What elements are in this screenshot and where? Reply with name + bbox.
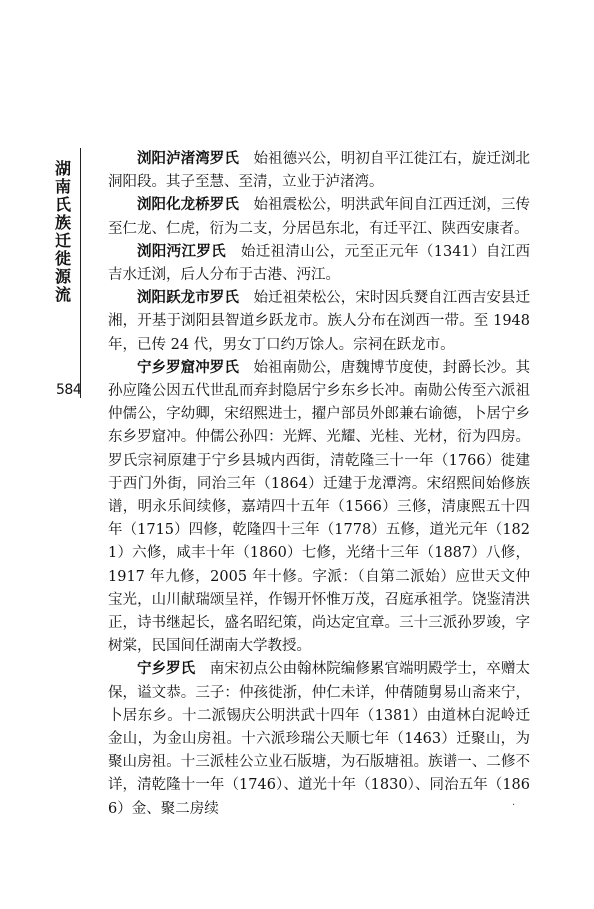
entry-text: 始祖德兴公，明初自平江徙江右，旋迁浏北洞阳段。其子至慧、至清，立业于泸渚湾。 xyxy=(108,151,531,191)
entry-heading: 宁乡罗窟冲罗氏 xyxy=(137,359,239,376)
entry-text: 始祖震松公，明洪武年间自江西迁浏，三传至仁龙、仁虎，衍为二支，分居邑东北，有迁平江、陕西安康者。 xyxy=(108,197,531,237)
entry-heading: 浏阳化龙桥罗氏 xyxy=(137,197,239,214)
entry-text: 始迁祖荣松公，宋时因兵燹自江西吉安县迁湘，开基于浏阳县智道乡跃龙市。族人分布在浏西一带。至 1948 年，已传 24 代，男女丁口约万馀人。宗祠在跃龙市。 xyxy=(108,290,531,353)
side-book-title: 湖南氏族迁徙源流 xyxy=(54,159,71,304)
entry-paragraph xyxy=(108,194,530,240)
side-divider-line xyxy=(80,148,81,398)
page-number: 584 xyxy=(56,382,82,398)
entry-text: 南宋初点公由翰林院编修累官端明殿学士，卒赠太保，谥文恭。三子：仲孩徙浙，仲仁未详，仲蒨随舅易山斋来宁，卜居东乡。十二派锡庆公明洪武十四年（1381）由道林白泥岭迁金山，为金山房祖。十六派珍瑞公天顺七年（1463）迁聚山，为聚山房祖。十三派桂公立业石版塘，为石版塘祖。族谱一、二修不详，清乾隆十一年（1746）、道光十年（1830）、同治五年（1866）金、聚二房续 xyxy=(108,661,531,817)
entry-paragraph xyxy=(108,357,530,659)
entry-text: 始祖南勋公，唐魏博节度使，封爵长沙。其孙应隆公因五代世乱而弃封隐居宁乡东乡长冲。南勋公传至六派祖仲儒公，字幼卿，宋绍熙进士，擢户部员外郎兼右谕德，卜居宁乡东乡罗窟冲。仲儒公孙四：光辉、光耀、光桂、光材，衍为四房。罗氏宗祠原建于宁乡县城内西街，清乾隆三十一年（1766）徙建于西门外街，同治三年（1864）迁建于龙潭湾。宋绍熙间始修族谱，明永乐间续修，嘉靖四十五年（1566）三修，清康熙五十四年（1715）四修，乾隆四十三年（1778）五修，道光元年（1821）六修，咸丰十年（1860）七修，光绪十三年（1887）八修，1917 年九修，2005 年十修。字派：（自第二派始）应世天文仲宝光，山川献瑞颂呈祥，作锡开怀惟万茂，召庭承祖学。饶鉴清洪正，诗书继起长，盛名昭纪策，尚达定宜章。三十三派孙罗竣，字树棠，民国间任湖南大学教授。 xyxy=(108,359,531,655)
entry-heading: 宁乡罗氏 xyxy=(137,661,196,678)
entry-paragraph xyxy=(108,241,530,287)
entry-text: 始迁祖清山公，元至正元年（1341）自江西吉水迁浏，后人分布于古港、沔江。 xyxy=(108,243,531,284)
entry-heading: 浏阳沔江罗氏 xyxy=(137,243,227,260)
entry-heading: 浏阳泸渚湾罗氏 xyxy=(137,151,239,167)
main-text-body xyxy=(108,148,530,821)
page-corner-mark: · xyxy=(512,800,516,811)
entry-paragraph xyxy=(108,148,530,194)
entry-paragraph xyxy=(108,658,530,820)
entry-paragraph xyxy=(108,287,530,357)
entry-heading: 浏阳跃龙市罗氏 xyxy=(137,290,239,307)
